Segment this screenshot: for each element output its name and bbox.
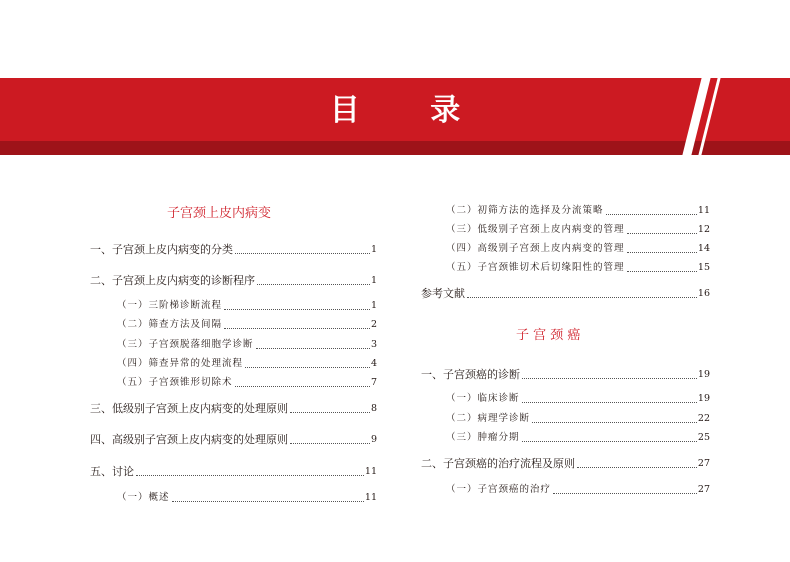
toc-label: 三、低级别子宫颈上皮内病变的处理原则 [90,402,288,415]
toc-entry[interactable] [446,259,710,275]
toc-entry[interactable] [117,489,377,505]
toc-entry[interactable] [117,297,377,313]
toc-page: 1 [370,300,377,311]
toc-page: 19 [697,393,710,404]
toc-entry[interactable] [446,429,710,445]
toc-page: 2 [370,319,377,330]
toc-label: 参考文献 [421,287,465,300]
leader-dots [245,367,370,368]
toc-label: 二、子宫颈癌的治疗流程及原则 [421,457,575,470]
toc-label: （三）子宫颈脱落细胞学诊断 [117,339,254,350]
toc-entry[interactable] [446,202,710,218]
toc-page: 4 [370,358,377,369]
toc-entry[interactable] [421,366,710,382]
toc-page: 8 [370,403,377,414]
toc-entry[interactable] [90,431,377,447]
toc-entry[interactable] [117,316,377,332]
toc-label: 四、高级别子宫颈上皮内病变的处理原则 [90,433,288,446]
leader-dots [224,309,370,310]
leader-dots [627,233,697,234]
leader-dots [532,422,697,423]
toc-label: （一）概述 [117,492,170,503]
toc-entry[interactable] [421,285,710,301]
leader-dots [522,378,697,379]
page-title: 目 录 [329,93,491,128]
leader-dots [172,501,364,502]
leader-dots [627,271,697,272]
toc-entry[interactable] [446,240,710,256]
toc-page: 9 [370,434,377,445]
toc-label: （二）初筛方法的选择及分流策略 [446,205,604,216]
toc-page: 1 [370,275,377,286]
toc-page: 11 [364,492,377,503]
toc-label: （二）筛查方法及间隔 [117,319,223,330]
leader-dots [136,475,364,476]
toc-entry[interactable] [446,410,710,426]
toc-label: （一）三阶梯诊断流程 [117,300,223,311]
toc-label: 一、子宫颈癌的诊断 [421,368,520,381]
toc-page: 14 [697,243,710,254]
toc-label: （一）子宫颈癌的治疗 [446,484,552,495]
leader-dots [256,348,370,349]
leader-dots [577,467,697,468]
toc-label: （三）肿瘤分期 [446,432,520,443]
toc-page: 11 [364,466,377,477]
toc-page: 27 [697,484,710,495]
leader-dots [467,297,697,298]
toc-entry[interactable] [90,241,377,257]
toc-entry[interactable] [117,355,377,371]
leader-dots [522,441,697,442]
leader-dots [606,214,697,215]
toc-label: （三）低级别子宫颈上皮内病变的管理 [446,224,625,235]
toc-entry[interactable] [90,463,377,479]
toc-page: 15 [697,262,710,273]
leader-dots [235,386,370,387]
leader-dots [290,412,370,413]
leader-dots [224,328,370,329]
toc-page: 12 [697,224,710,235]
toc-page: 25 [697,432,710,443]
leader-dots [553,493,697,494]
toc-page: 22 [697,413,710,424]
toc-entry[interactable] [446,481,710,497]
toc-page: 3 [370,339,377,350]
leader-dots [290,443,370,444]
toc-entry[interactable] [446,221,710,237]
leader-dots [257,284,370,285]
toc-label: （四）筛查异常的处理流程 [117,358,244,369]
toc-entry[interactable] [421,455,710,471]
toc-label: 一、子宫颈上皮内病变的分类 [90,243,233,256]
toc-page: 19 [697,369,710,380]
leader-dots [522,402,697,403]
toc-entry[interactable] [117,336,377,352]
toc-label: （二）病理学诊断 [446,413,531,424]
toc-entry[interactable] [90,272,377,288]
toc-page: 7 [370,377,377,388]
toc-label: 二、子宫颈上皮内病变的诊断程序 [90,274,255,287]
toc-page: 11 [697,205,710,216]
toc-label: （五）子宫颈锥形切除术 [117,377,233,388]
leader-dots [627,252,697,253]
toc-page: 16 [697,288,710,299]
toc-label: （四）高级别子宫颈上皮内病变的管理 [446,243,625,254]
section-title-cervical-intraepithelial-lesion: 子宫颈上皮内病变 [167,206,272,221]
banner-dark-band [0,141,790,155]
toc-page: 27 [697,458,710,469]
toc-label: 五、讨论 [90,465,134,478]
toc-entry[interactable] [90,400,377,416]
toc-entry[interactable] [446,390,710,406]
leader-dots [235,253,370,254]
toc-page: 1 [370,244,377,255]
section-title-cervical-cancer: 子 宫 颈 癌 [516,328,581,343]
toc-label: （一）临床诊断 [446,393,520,404]
toc-entry[interactable] [117,374,377,390]
toc-label: （五）子宫颈锥切术后切缘阳性的管理 [446,262,625,273]
